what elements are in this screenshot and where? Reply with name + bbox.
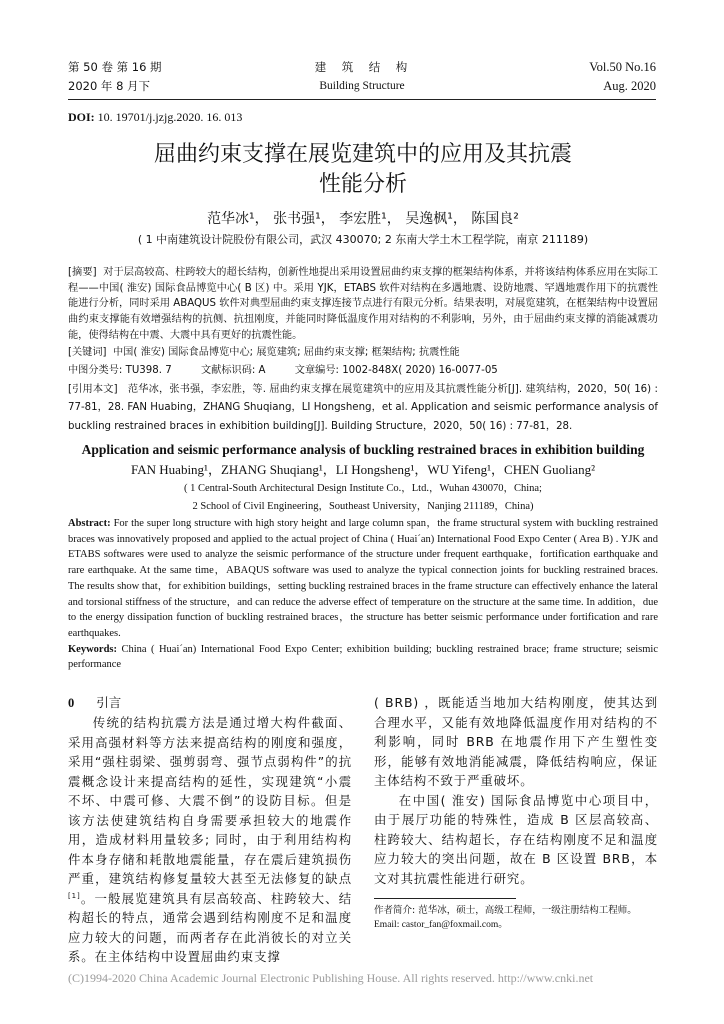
copyright-watermark: (C)1994-2020 China Academic Journal Electronic Publishing House. All rights reserved. http://www.cnki.net: [68, 970, 594, 985]
header-issue: [68, 58, 162, 96]
abstract-cn-text: 对于层高较高、柱跨较大的超长结构，创新性地提出采用设置屈曲约束支撑的框架结构体系，并将该结构体系应用在实际工程——中国( 淮安) 国际食品博览中心( B 区) 中。采用 YJK，ETABS 软件对结构在多遇地震、设防地震、罕遇地震作用下的抗震性能进行分析，同时采用 ABAQUS 软件对典型屈曲约束支撑连接节点进行有限元分析。结果表明，对展览建筑，在框架结构中设置屈曲约束支撑能有效增强结构的抗侧、抗扭刚度，并能同时降低温度作用对结构的不利影响，另外，由于屈曲约束支撑的消能减震功能，使得结构在中震、大震中具有更好的抗震性能。: [68, 267, 658, 341]
body-paragraph: 在中国( 淮安) 国际食品博览中心项目中，由于展厅功能的特殊性，造成 B 区层高较高、柱跨较大、结构超长，存在结构刚度不足和温度应力较大的突出问题，故在 B 区设置 BRB，本文对其抗震性能进行研究。: [374, 792, 658, 886]
body-right-column: [374, 693, 658, 967]
date-cn: 2020 年 8 月下: [68, 79, 151, 93]
footnote-email: Email: castor_fan@foxmail.com。: [374, 920, 508, 931]
citation-text: 范华冰，张书强，李宏胜，等. 屈曲约束支撑在展览建筑中的应用及其抗震性能分析[J]. 建筑结构，2020，50( 16) : 77-81，28. FAN Huabing，ZHANG Shuqiang，LI Hongsheng，et al. Application and seismic performance analysis of buckling restrained braces in exhibition building[J]. Building Structure，2020，50( 16) : 77-81，28.: [68, 383, 658, 432]
body-columns: [68, 693, 658, 967]
footnote-rule: [374, 898, 516, 899]
affiliation-en-1: ( 1 Central-South Architectural Design Institute Co.，Ltd.，Wuhan 430070，China;: [184, 483, 542, 495]
page-title: [68, 140, 658, 200]
citation: [68, 381, 658, 437]
keywords-cn-label: [关键词]: [68, 346, 107, 358]
section-heading: [68, 693, 352, 713]
affiliation-cn: ( 1 中南建筑设计院股份有限公司，武汉 430070; 2 东南大学土木工程学院，南京 211189): [137, 233, 589, 246]
body-paragraph: [68, 713, 352, 967]
abstract-en-label: Abstract:: [68, 518, 111, 530]
journal-en: Building Structure: [319, 80, 405, 92]
classification-line: [68, 362, 658, 381]
date-en: Aug. 2020: [603, 79, 656, 93]
doc-code: 文献标识码: A: [200, 365, 266, 377]
citation-label: [引用本文]: [68, 383, 118, 395]
doi-label: DOI:: [68, 110, 95, 124]
article-content: [68, 109, 658, 986]
title-line-2: 性能分析: [318, 172, 407, 197]
section-number: 0: [68, 696, 75, 711]
body-left-column: [68, 693, 352, 967]
title-en: Application and seismic performance analysis of buckling restrained braces in exhibition building: [81, 442, 645, 458]
clc-number: 中图分类号: TU398. 7: [68, 365, 172, 377]
header-rule: [68, 99, 656, 100]
body-paragraph: ( BRB) ，既能适当地加大结构刚度，使其达到合理水平，又能有效地降低温度作用对结构的不利影响，同时 BRB 在地震作用下产生塑性变形，能够有效地消能减震，降低结构响应，保证主体结构不致于严重破坏。: [374, 695, 658, 789]
authors-en: FAN Huabing¹，ZHANG Shuqiang¹，LI Hongsheng¹，WU Yifeng¹，CHEN Guoliang²: [131, 462, 595, 478]
doi-value: 10. 19701/j.jzjg.2020. 16. 013: [97, 110, 243, 124]
issue-cn: 第 50 卷 第 16 期: [68, 60, 162, 74]
body-paragraph-text: 传统的结构抗震方法是通过增大构件截面、采用高强材料等方法来提高结构的刚度和强度，采用“强柱弱梁、强剪弱弯、强节点弱构件”的抗震概念设计来提高结构的延性，实现建筑“小震不坏、中震可修、大震不倒”的设防目标。但是该方法使建筑结构自身需要承担较大的地震作用，造成材料用量较多; 同时，由于利用结构构件本身存储和耗散地震能量，存在震后建筑损伤严重，建筑结构修复量较大甚至无法修复的缺点: [68, 715, 352, 887]
footnote-author: 作者简介: 范华冰，硕士，高级工程师，一级注册结构工程师。: [374, 905, 637, 917]
authors-cn: 范华冰¹， 张书强¹， 李宏胜¹， 吴逸枫¹， 陈国良²: [207, 211, 519, 227]
footnote: [374, 903, 658, 933]
keywords-cn-text: 中国( 淮安) 国际食品博览中心; 展览建筑; 屈曲约束支撑; 框架结构; 抗震性能: [113, 346, 460, 358]
volume-en: Vol.50 No.16: [589, 60, 656, 74]
doi-line: [68, 109, 658, 125]
keywords-en-text: China ( Huai´an) International Food Expo Center; exhibition building; buckling restrained brace; frame structure; seismic performance: [68, 643, 659, 671]
body-paragraph-end: 。一般展览建筑具有层高较高、柱跨较大、结构超长的特点，通常会遇到结构刚度不足和温度应力较大的问题，而两者存在此消彼长的对立关系。在主体结构中设置屈曲约束支撑: [68, 890, 352, 965]
abstract-en: [68, 516, 658, 673]
affiliation-en-2: 2 School of Civil Engineering，Southeast University，Nanjing 211189，China): [192, 501, 534, 513]
affiliation-en: [68, 480, 658, 516]
abstract-cn: [68, 265, 658, 344]
abstract-en-text: For the super long structure with high story height and large column span，the frame structural system with buckling restrained braces was innovatively proposed and applied to the actual project of China ( Huai´an) International Food Expo Center ( Area B) . YJK and ETABS softwares were used to analyze the seismic performance of the structure under frequent earthquake，fortification earthquake and rare earthquake. At the same time，ABAQUS software was used to analyze the typical connection joints for buckling restrained braces. The results show that，for exhibition buildings，setting buckling restrained braces in the frame structure can effectively enhance the lateral and torsional stiffness of the structure，and can reduce the adverse effect of temperature on the structure at the same time. In addition，due to the energy dissipation function of buckling restrained braces，the structure has better seismic performance under fortification and rare earthquakes.: [68, 518, 659, 639]
abstract-cn-label: [摘要]: [68, 267, 97, 278]
section-title: 引言: [96, 695, 122, 711]
keywords-en-label: Keywords:: [68, 643, 117, 655]
article-number: 文章编号: 1002-848X( 2020) 16-0077-05: [294, 365, 498, 377]
keywords-cn: [68, 344, 658, 363]
front-matter-cn: [68, 265, 658, 436]
reference-mark: [1]: [68, 891, 81, 900]
title-line-1: 屈曲约束支撑在展览建筑中的应用及其抗震: [153, 142, 572, 167]
header-volume: [589, 58, 656, 96]
journal-cn: 建 筑 结 构: [314, 60, 410, 74]
header-journal: [262, 58, 462, 96]
